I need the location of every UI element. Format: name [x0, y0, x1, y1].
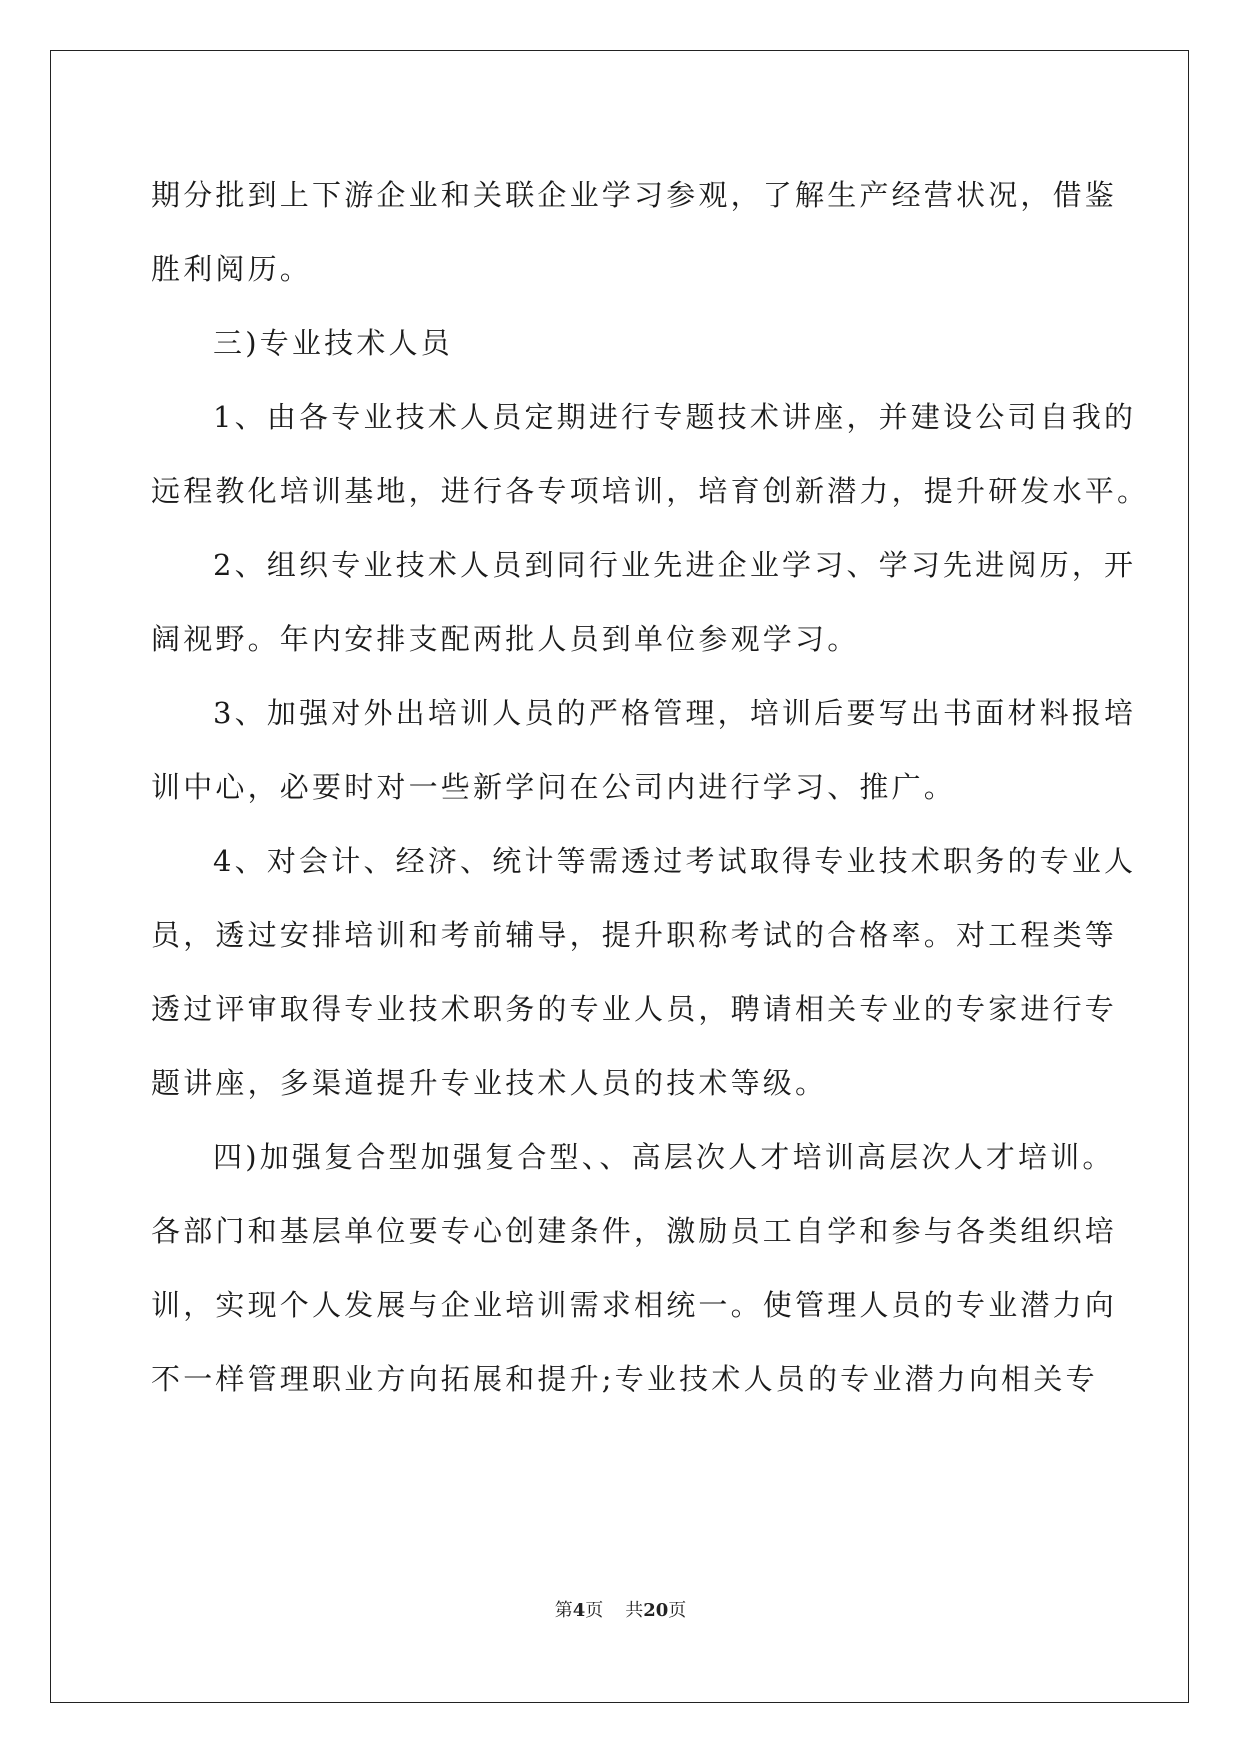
text-line: 员，透过安排培训和考前辅导，提升职称考试的合格率。对工程类等	[151, 918, 1118, 952]
text-line: 训，实现个人发展与企业培训需求相统一。使管理人员的专业潜力向	[151, 1288, 1118, 1322]
page-number: 4	[572, 1600, 586, 1621]
text-line: 各部门和基层单位要专心创建条件，激励员工自学和参与各类组织培	[151, 1214, 1118, 1248]
page-suffix: 页	[585, 1600, 604, 1621]
document-body	[151, 158, 1150, 1416]
text-line: 期分批到上下游企业和关联企业学习参观，了解生产经营状况，借鉴	[151, 178, 1118, 212]
total-pages: 20	[643, 1600, 669, 1621]
text-line: 远程教化培训基地，进行各专项培训，培育创新潜力，提升研发水平。	[151, 474, 1150, 508]
total-prefix: 共	[625, 1600, 644, 1621]
text-line: 2、组织专业技术人员到同行业先进企业学习、学习先进阅历，开	[213, 548, 1137, 582]
text-line: 题讲座，多渠道提升专业技术人员的技术等级。	[151, 1066, 828, 1100]
text-line: 3、加强对外出培训人员的严格管理，培训后要写出书面材料报培	[213, 696, 1137, 730]
page-prefix: 第	[554, 1600, 573, 1621]
text-line: 胜利阅历。	[151, 252, 313, 286]
section-heading: 四)加强复合型加强复合型、、高层次人才培训高层次人才培训。	[213, 1140, 1115, 1174]
text-line: 训中心，必要时对一些新学问在公司内进行学习、推广。	[151, 770, 957, 804]
text-line: 不一样管理职业方向拓展和提升;专业技术人员的专业潜力向相关专	[151, 1362, 1098, 1396]
text-line: 1、由各专业技术人员定期进行专题技术讲座，并建设公司自我的	[213, 400, 1137, 434]
page-footer	[0, 1596, 1241, 1622]
text-line: 透过评审取得专业技术职务的专业人员，聘请相关专业的专家进行专	[151, 992, 1118, 1026]
text-line: 4、对会计、经济、统计等需透过考试取得专业技术职务的专业人	[213, 844, 1137, 878]
total-suffix: 页	[668, 1600, 687, 1621]
text-line: 阔视野。年内安排支配两批人员到单位参观学习。	[151, 622, 860, 656]
section-heading: 三)专业技术人员	[213, 326, 453, 360]
